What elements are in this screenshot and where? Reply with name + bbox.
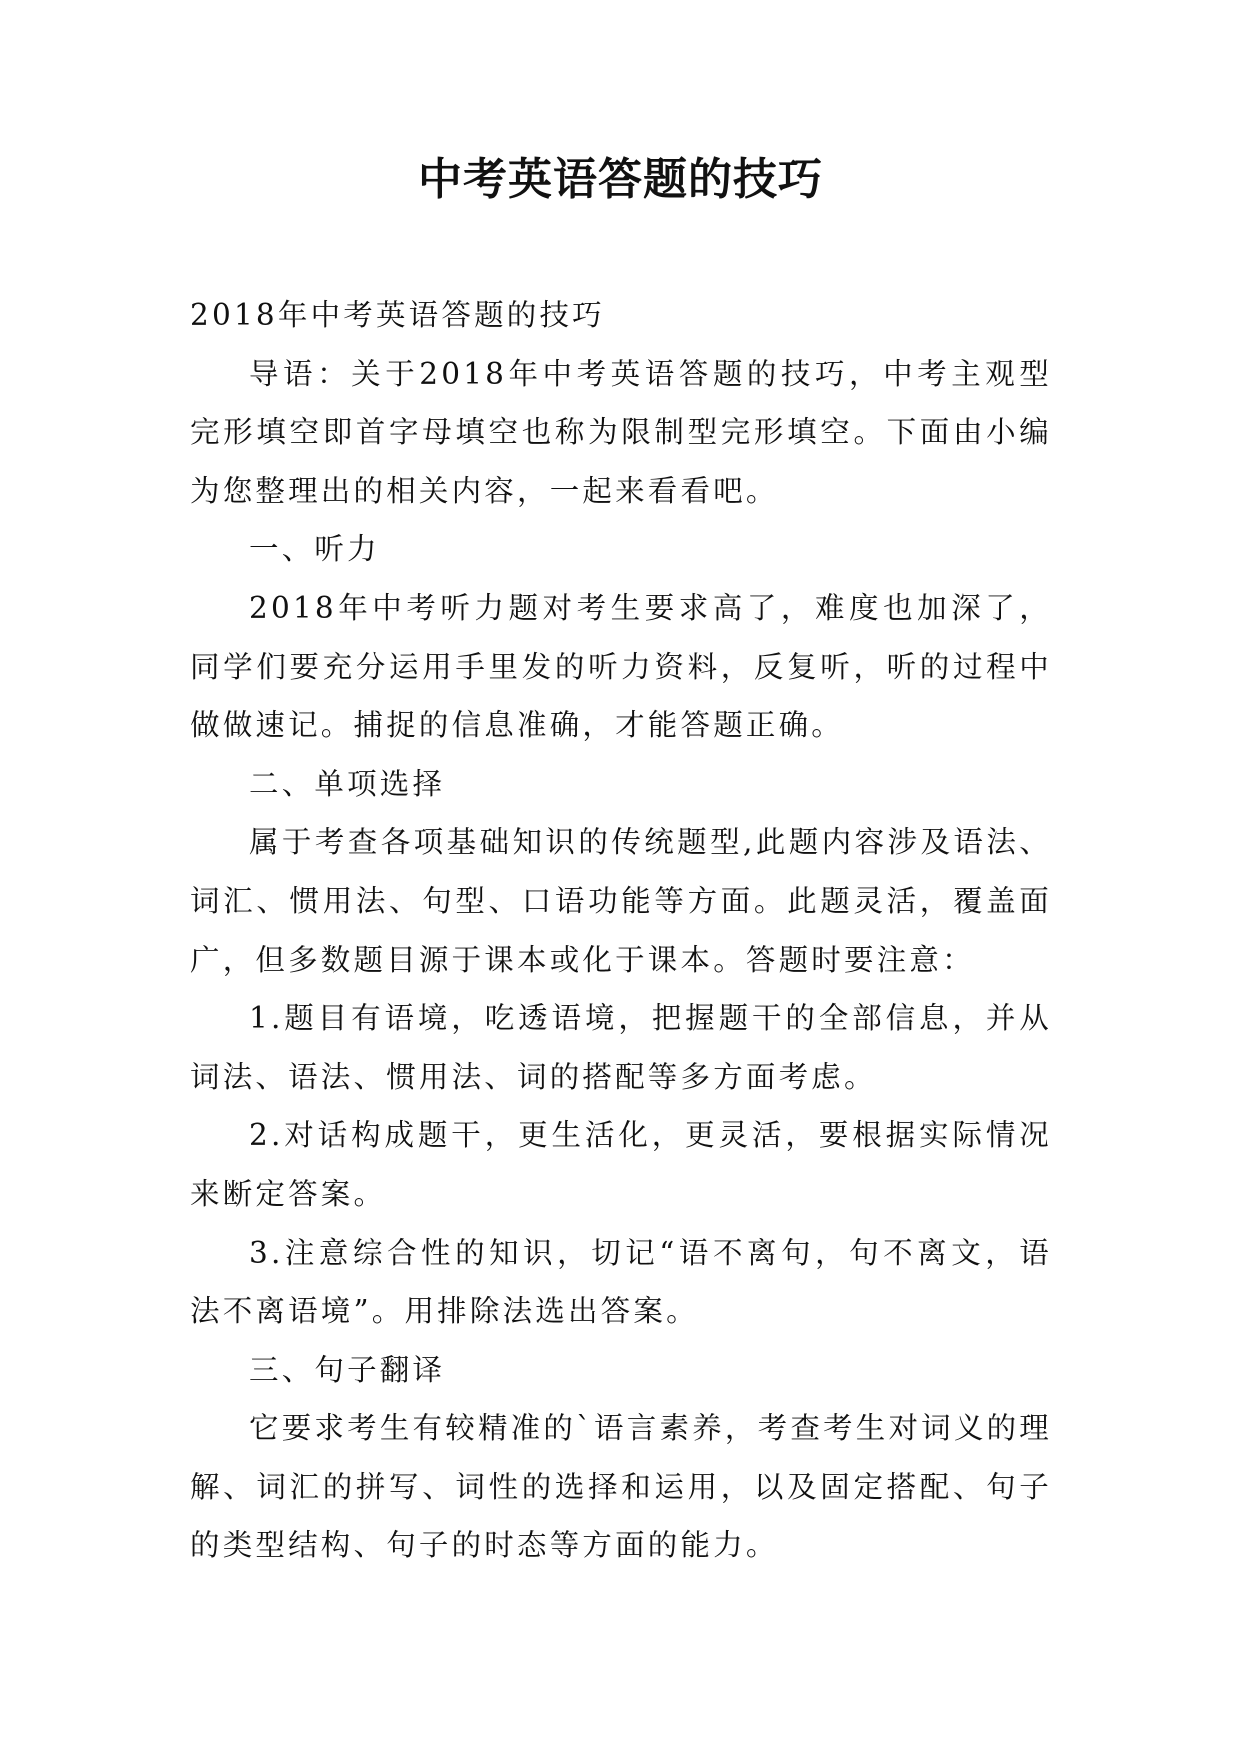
document-body [190, 286, 1052, 1575]
tip-item-2: 2.对话构成题干，更生活化，更灵活，要根据实际情况来断定答案。 [190, 1118, 1052, 1211]
intro-paragraph: 导语：关于2018年中考英语答题的技巧，中考主观型完形填空即首字母填空也称为限制型完形填空。下面由小编为您整理出的相关内容，一起来看看吧。 [190, 356, 1052, 508]
listening-paragraph: 2018年中考听力题对考生要求高了，难度也加深了，同学们要充分运用手里发的听力资料，反复听，听的过程中做做速记。捕捉的信息准确，才能答题正确。 [190, 590, 1052, 743]
tip-item-1: 1.题目有语境，吃透语境，把握题干的全部信息，并从词法、语法、惯用法、词的搭配等多方面考虑。 [190, 1001, 1052, 1094]
section-heading-translation: 三、句子翻译 [249, 1352, 446, 1387]
document-title: 中考英语答题的技巧 [418, 154, 823, 205]
section-heading-listening: 一、听力 [249, 532, 380, 567]
tip-item-3: 3.注意综合性的知识，切记“语不离句，句不离文，语法不离语境”。用排除法选出答案。 [190, 1235, 1052, 1329]
section-heading-single-choice: 二、单项选择 [249, 766, 446, 801]
subtitle-line: 2018年中考英语答题的技巧 [190, 298, 605, 332]
translation-paragraph: 它要求考生有较精准的`语言素养，考查考生对词义的理解、词汇的拼写、词性的选择和运用，以及固定搭配、句子的类型结构、句子的时态等方面的能力。 [190, 1411, 1052, 1563]
single-choice-paragraph: 属于考查各项基础知识的传统题型,此题内容涉及语法、词汇、惯用法、句型、口语功能等方面。此题灵活，覆盖面广，但多数题目源于课本或化于课本。答题时要注意： [190, 825, 1052, 977]
